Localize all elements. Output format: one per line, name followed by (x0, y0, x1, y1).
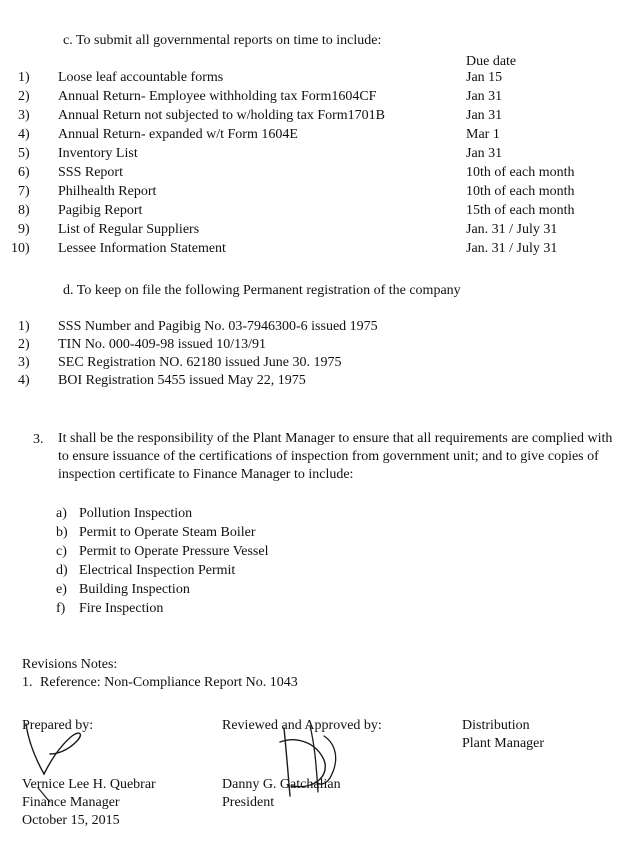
list-item (0, 353, 637, 372)
section-3-paragraph: It shall be the responsibility of the Plant Manager to ensure that all requirements are complied with to ensure issuance of the certifications of inspection from government unit; and to give copies of inspection certificate to Finance Manager to include: (58, 431, 613, 482)
list-item (0, 220, 637, 239)
list-item (0, 504, 637, 523)
item-text: Loose leaf accountable forms (58, 70, 224, 85)
preparer-date: October 15, 2015 (22, 813, 120, 828)
item-number: c) (56, 544, 67, 559)
item-number: 1) (18, 70, 30, 85)
list-item (0, 523, 637, 542)
reviewed-by-label: Reviewed and Approved by: (222, 718, 382, 733)
list-item (0, 335, 637, 354)
list-item (0, 561, 637, 580)
reviewer-title: President (222, 795, 275, 810)
item-text: Annual Return not subjected to w/holding tax Form1701B (58, 108, 386, 123)
preparer-title: Finance Manager (22, 795, 120, 810)
list-item (0, 201, 637, 220)
list-item (0, 163, 637, 182)
revision-text: Reference: Non-Compliance Report No. 1043 (40, 675, 298, 690)
list-item (0, 542, 637, 561)
distribution-label: Distribution (462, 718, 530, 733)
list-item (0, 125, 637, 144)
reviewer-name: Danny G. Gatchalian (222, 777, 341, 792)
item-text: Lessee Information Statement (58, 241, 226, 256)
item-number: d) (56, 563, 68, 578)
item-number: 6) (18, 165, 30, 180)
list-item (0, 317, 637, 336)
item-text: TIN No. 000-409-98 issued 10/13/91 (58, 337, 267, 352)
list-item (0, 182, 637, 201)
item-due-date: 15th of each month (466, 203, 575, 218)
item-number: 10) (11, 241, 30, 256)
item-text: Pagibig Report (58, 203, 143, 218)
item-due-date: Jan 31 (466, 89, 503, 104)
item-number: e) (56, 582, 67, 597)
section-d-heading: d. To keep on file the following Permanent registration of the company (63, 283, 461, 298)
item-number: 3) (18, 355, 30, 370)
item-due-date: Jan 31 (466, 146, 503, 161)
item-due-date: Jan. 31 / July 31 (466, 222, 558, 237)
item-text: Annual Return- expanded w/t Form 1604E (58, 127, 298, 142)
item-text: Permit to Operate Pressure Vessel (79, 544, 269, 559)
section-3-number: 3. (33, 432, 44, 447)
item-text: Annual Return- Employee withholding tax Form1604CF (58, 89, 377, 104)
section-c-heading: c. To submit all governmental reports on time to include: (63, 33, 382, 48)
revisions-title: Revisions Notes: (22, 657, 118, 672)
distribution-value: Plant Manager (462, 736, 545, 751)
reviewer-signature-icon (270, 720, 350, 810)
item-number: 9) (18, 222, 30, 237)
item-text: Fire Inspection (79, 601, 164, 616)
revision-number: 1. (22, 675, 33, 690)
item-text: SSS Number and Pagibig No. 03-7946300-6 issued 1975 (58, 319, 378, 334)
item-number: 7) (18, 184, 30, 199)
list-item (0, 87, 637, 106)
item-number: 8) (18, 203, 30, 218)
list-item (0, 68, 637, 87)
item-text: Pollution Inspection (79, 506, 193, 521)
prepared-by-label: Prepared by: (22, 718, 94, 733)
list-item (0, 580, 637, 599)
item-due-date: Jan. 31 / July 31 (466, 241, 558, 256)
item-number: f) (56, 601, 66, 616)
item-text: Electrical Inspection Permit (79, 563, 236, 578)
list-item (0, 371, 637, 390)
item-number: 5) (18, 146, 30, 161)
item-due-date: 10th of each month (466, 165, 575, 180)
item-text: Building Inspection (79, 582, 190, 597)
item-text: SEC Registration NO. 62180 issued June 30. 1975 (58, 355, 342, 370)
item-number: 2) (18, 337, 30, 352)
list-item (0, 239, 637, 258)
list-item (0, 599, 637, 618)
item-number: 2) (18, 89, 30, 104)
item-text: Inventory List (58, 146, 138, 161)
item-text: Permit to Operate Steam Boiler (79, 525, 256, 540)
item-number: 4) (18, 127, 30, 142)
preparer-name: Vernice Lee H. Quebrar (22, 777, 156, 792)
item-text: List of Regular Suppliers (58, 222, 200, 237)
item-text: Philhealth Report (58, 184, 157, 199)
item-due-date: Jan 31 (466, 108, 503, 123)
item-due-date: Mar 1 (466, 127, 500, 142)
item-text: BOI Registration 5455 issued May 22, 1975 (58, 373, 306, 388)
list-item (0, 106, 637, 125)
due-date-header: Due date (466, 54, 517, 69)
list-item (0, 144, 637, 163)
item-due-date: 10th of each month (466, 184, 575, 199)
item-number: 4) (18, 373, 30, 388)
item-number: 3) (18, 108, 30, 123)
item-number: b) (56, 525, 68, 540)
item-text: SSS Report (58, 165, 123, 180)
item-number: a) (56, 506, 67, 521)
item-number: 1) (18, 319, 30, 334)
item-due-date: Jan 15 (466, 70, 503, 85)
